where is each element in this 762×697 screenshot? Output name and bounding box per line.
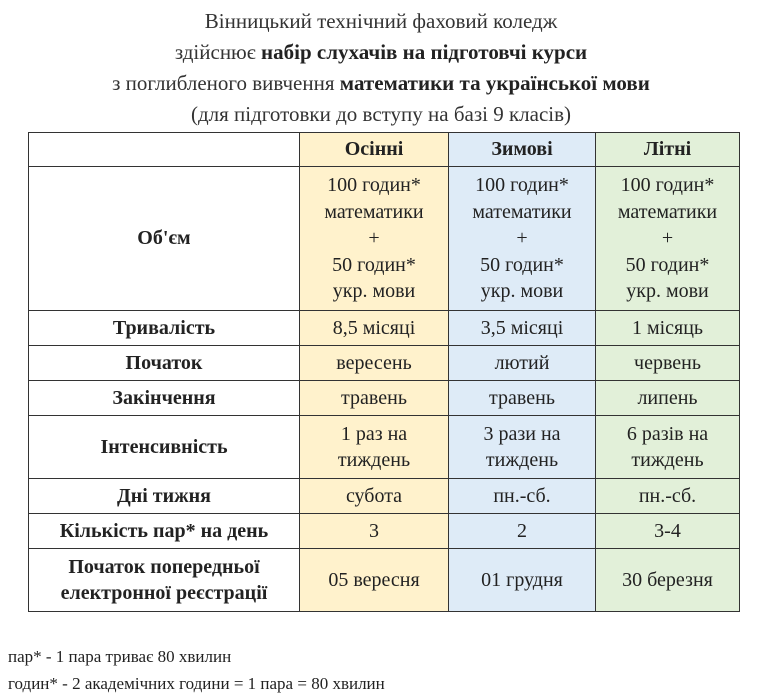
volume-cell-winter [449, 167, 596, 311]
registration-winter: 01 грудня [449, 549, 596, 612]
volume-plus: + [368, 227, 380, 250]
start-autumn: вересень [300, 346, 449, 381]
table-row-registration [29, 549, 740, 612]
volume-plus: + [661, 227, 674, 250]
footnotes [8, 643, 385, 697]
intensity-winter [449, 416, 596, 479]
volume-ukr: укр. мови [480, 280, 564, 303]
announcement-bold: набір слухачів на підготовчі курси [261, 40, 588, 64]
table-row-start [29, 346, 740, 381]
row-label-start: Початок [29, 346, 300, 381]
admission-note: (для підготовки до вступу на базі 9 класів) [190, 102, 572, 126]
intensity-line2: тиждень [485, 449, 559, 471]
document-header [0, 6, 762, 130]
volume-ukr: укр. мови [332, 280, 416, 303]
registration-label-line2: електронної реєстрації [60, 582, 268, 604]
intensity-summer [596, 416, 740, 479]
column-header-winter: Зимові [449, 133, 596, 167]
column-header-autumn: Осінні [300, 133, 449, 167]
row-label-duration: Тривалість [29, 311, 300, 346]
column-header-summer: Літні [596, 133, 740, 167]
footnote-pair: пар* - 1 пара триває 80 хвилин [8, 647, 232, 666]
volume-hours-ukr: 50 годин* [480, 253, 564, 276]
subjects-line [0, 68, 762, 99]
row-label-end: Закінчення [29, 381, 300, 416]
row-label-volume: Об'єм [29, 167, 300, 311]
subjects-bold: математики та української мови [339, 71, 650, 95]
duration-autumn: 8,5 місяці [300, 311, 449, 346]
table-row-days [29, 479, 740, 514]
volume-math: математики [472, 200, 572, 223]
table-row-pairs [29, 514, 740, 549]
start-summer: червень [596, 346, 740, 381]
volume-ukr: укр. мови [626, 280, 709, 303]
table-row-volume [29, 167, 740, 311]
volume-cell-autumn [300, 167, 449, 311]
intensity-autumn [300, 416, 449, 479]
days-winter: пн.-сб. [449, 479, 596, 514]
registration-autumn: 05 вересня [300, 549, 449, 612]
intensity-line1: 6 разів на [626, 422, 709, 445]
start-winter: лютий [449, 346, 596, 381]
pairs-summer: 3-4 [596, 514, 740, 549]
pairs-winter: 2 [449, 514, 596, 549]
table-row-intensity [29, 416, 740, 479]
intensity-line1: 3 рази на [483, 422, 561, 445]
volume-math: математики [617, 200, 718, 223]
days-autumn: субота [300, 479, 449, 514]
table-header-row [29, 133, 740, 167]
volume-hours-math: 100 годин* [475, 174, 569, 197]
row-label-days: Дні тижня [29, 479, 300, 514]
announcement-line [0, 37, 762, 68]
row-label-pairs: Кількість пар* на день [29, 514, 300, 549]
table-row-duration [29, 311, 740, 346]
footnote-hour: годин* - 2 академічних години = 1 пара = 80 хвилин [8, 674, 385, 693]
volume-hours-ukr: 50 годин* [625, 253, 710, 276]
end-autumn: травень [300, 381, 449, 416]
duration-winter: 3,5 місяці [449, 311, 596, 346]
volume-hours-math: 100 годин* [327, 174, 421, 197]
volume-plus: + [516, 227, 528, 250]
announcement-prefix: здійснює [174, 40, 262, 64]
pairs-autumn: 3 [300, 514, 449, 549]
courses-table [28, 132, 740, 612]
end-summer: липень [596, 381, 740, 416]
intensity-line2: тиждень [337, 449, 411, 471]
row-label-registration [29, 549, 300, 612]
registration-summer: 30 березня [596, 549, 740, 612]
volume-cell-summer [596, 167, 740, 311]
header-empty-cell [29, 133, 300, 167]
college-name: Вінницький технічний фаховий коледж [204, 9, 558, 33]
table-row-end [29, 381, 740, 416]
subjects-prefix: з поглибленого вивчення [112, 71, 340, 95]
days-summer: пн.-сб. [596, 479, 740, 514]
registration-label-line1: Початок попередньої [68, 555, 260, 578]
row-label-intensity: Інтенсивність [29, 416, 300, 479]
intensity-line2: тиждень [631, 449, 704, 471]
duration-summer: 1 місяць [596, 311, 740, 346]
intensity-line1: 1 раз на [340, 422, 408, 445]
volume-hours-ukr: 50 годин* [332, 253, 416, 276]
end-winter: травень [449, 381, 596, 416]
volume-math: математики [324, 200, 424, 223]
volume-hours-math: 100 годин* [620, 174, 715, 197]
